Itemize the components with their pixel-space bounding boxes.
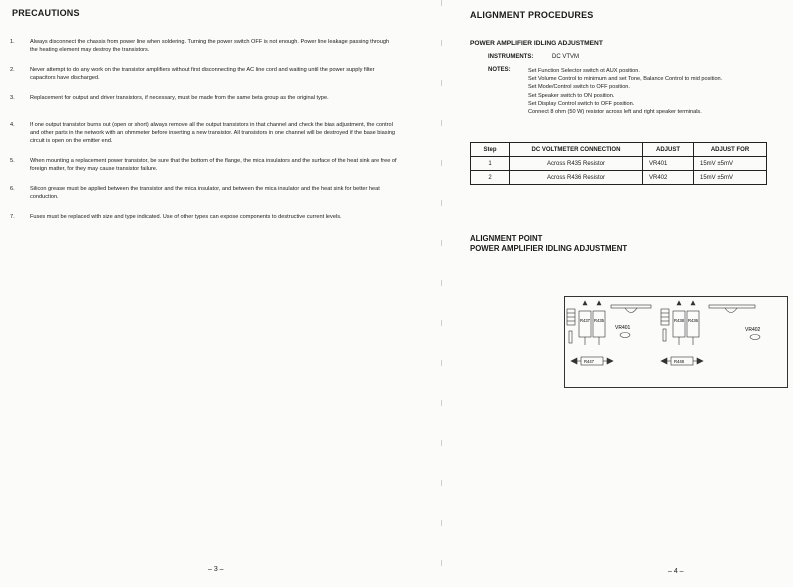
item-number: 3. bbox=[10, 95, 15, 101]
label-r437: R437 bbox=[580, 318, 591, 323]
cell-adjust-for: 15mV ±5mV bbox=[694, 171, 767, 185]
item-number: 1. bbox=[10, 39, 15, 45]
cell-connection: Across R435 Resistor bbox=[510, 157, 643, 171]
cell-adjust: VR401 bbox=[643, 157, 694, 171]
notes-label: NOTES: bbox=[488, 67, 511, 73]
item-number: 4. bbox=[10, 122, 15, 128]
alignment-heading: ALIGNMENT PROCEDURES bbox=[470, 10, 594, 20]
vr401-trimmer bbox=[620, 333, 630, 338]
label-r436: R436 bbox=[688, 318, 699, 323]
heatsink-left bbox=[567, 309, 575, 343]
precautions-heading: PRECAUTIONS bbox=[12, 8, 80, 18]
note-line: Set Mode/Control switch to OFF position. bbox=[528, 84, 630, 91]
item-text: When mounting a replacement power transistor, be sure that the bottom of the flange, the mica insulators and the surface of the heat sink are free of foreign matter, for they may cause transistor failure. bbox=[30, 158, 397, 172]
resistor-r438 bbox=[673, 301, 685, 345]
label-r438: R438 bbox=[674, 318, 685, 323]
item-text: Never attempt to do any work on the transistor amplifiers without first disconnecting the AC line cord and waiting until the power supply filter capacitors have discharged. bbox=[30, 67, 375, 81]
cell-adjust-for: 15mV ±5mV bbox=[694, 157, 767, 171]
alignment-point-line: ALIGNMENT POINT bbox=[470, 234, 543, 243]
cell-step: 2 bbox=[471, 171, 510, 185]
resistor-r437 bbox=[579, 301, 591, 345]
adjustment-table bbox=[470, 142, 767, 185]
item-number: 6. bbox=[10, 186, 15, 192]
table-row bbox=[471, 157, 767, 171]
cell-connection: Across R436 Resistor bbox=[510, 171, 643, 185]
notes-list bbox=[528, 67, 793, 116]
resistor-r436 bbox=[687, 301, 699, 345]
item-number: 5. bbox=[10, 158, 15, 164]
cell-adjust: VR402 bbox=[643, 171, 694, 185]
pcb-diagram bbox=[564, 296, 788, 388]
label-r435: R435 bbox=[594, 318, 605, 323]
alignment-point-title bbox=[470, 234, 627, 254]
instruments-value: DC VTVM bbox=[552, 54, 579, 60]
page-number-right: – 4 – bbox=[668, 568, 684, 575]
right-page bbox=[440, 0, 793, 587]
header-step: Step bbox=[471, 143, 510, 157]
item-text: If one output transistor burns out (open or short) always remove all the output transistors in that channel and check the bias adjustment, the control and other parts in the network with an ohmmeter before inserting a new transistor. All transistors in one channel will be destroyed if the base biasing circuit is open on the emitter end. bbox=[30, 122, 396, 144]
label-r447: R447 bbox=[584, 359, 595, 364]
alignment-point-line: POWER AMPLIFIER IDLING ADJUSTMENT bbox=[470, 244, 628, 253]
header-adjust: ADJUST bbox=[643, 143, 694, 157]
note-line: Connect 8 ohm (50 W) resistor across left and right speaker terminals. bbox=[528, 109, 702, 116]
section-title: POWER AMPLIFIER IDLING ADJUSTMENT bbox=[470, 40, 603, 47]
connector-left bbox=[611, 305, 651, 313]
note-line: Set Display Control switch to OFF position. bbox=[528, 100, 635, 107]
table-row bbox=[471, 171, 767, 185]
header-connection: DC VOLTMETER CONNECTION bbox=[510, 143, 643, 157]
vr402-trimmer bbox=[750, 335, 760, 340]
item-number: 7. bbox=[10, 214, 15, 220]
instruments-label: INSTRUMENTS: bbox=[488, 54, 534, 60]
item-text: Replacement for output and driver transistors, if necessary, must be made from the same beta group as the original type. bbox=[30, 95, 329, 101]
note-line: Set Volume Control to minimum and set Tone, Balance Control to mid position. bbox=[528, 76, 723, 83]
item-text: Silicon grease must be applied between the transistor and the mica insulator, and between the mica insulator and the heat sink for better heat conduction. bbox=[30, 186, 380, 200]
item-text: Fuses must be replaced with size and type indicated. Use of other types can expose components to destructive current levels. bbox=[30, 214, 342, 220]
cell-step: 1 bbox=[471, 157, 510, 171]
connector-right bbox=[709, 305, 755, 313]
label-vr401: VR401 bbox=[615, 325, 631, 331]
table-header-row bbox=[471, 143, 767, 157]
heatsink-middle bbox=[661, 309, 669, 341]
resistor-r435 bbox=[593, 301, 605, 345]
note-line: Set Speaker switch to ON position. bbox=[528, 92, 615, 99]
header-adjust-for: ADJUST FOR bbox=[694, 143, 767, 157]
label-vr402: VR402 bbox=[745, 327, 761, 333]
label-r448: R448 bbox=[674, 359, 685, 364]
item-text: Always disconnect the chassis from power line when soldering. Turning the power switch OFF is not enough. Power line leakage passing through the heating element may destroy the transistors. bbox=[30, 39, 390, 53]
item-number: 2. bbox=[10, 67, 15, 73]
note-line: Set Function Selector switch ot AUX position. bbox=[528, 68, 640, 74]
page-number-left: – 3 – bbox=[208, 566, 224, 573]
